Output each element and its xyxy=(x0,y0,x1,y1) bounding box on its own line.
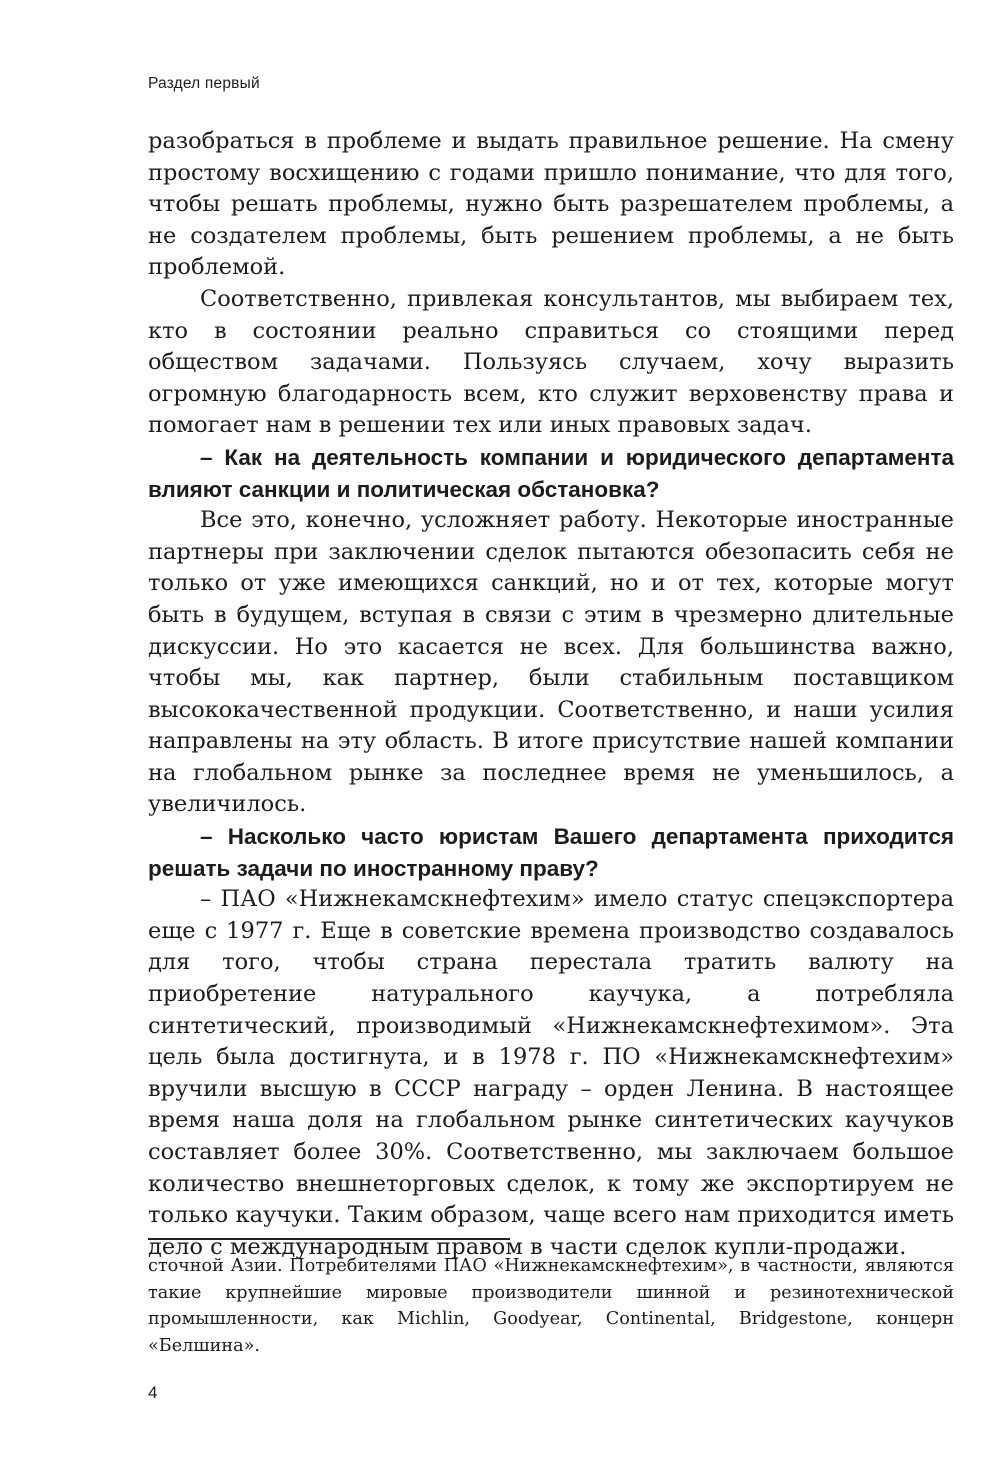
running-head: Раздел первый xyxy=(148,75,260,92)
article-body xyxy=(148,126,954,1263)
paragraph: Все это, конечно, усложняет работу. Некоторые иностранные партнеры при заключении сделок пытаются обезопасить себя не только от уже имеющихся санкций, но и от тех, которые могут быть в будущем, вступая в связи с этим в чрезмерно длительные дискуссии. Но это касается не всех. Для большинства важно, чтобы мы, как партнер, были стабильным поставщиком высококачественной продукции. Соответственно, и наши усилия направлены на эту область. В итоге присутствие нашей компании на глобальном рынке за последнее время не уменьшилось, а увеличилось. xyxy=(148,507,954,818)
footnote: сточной Азии. Потребителями ПАО «Нижнекамскнефтехим», в частности, являются такие крупнейшие мировые производители шинной и резинотехнической промышленности, как Michlin, Goodyear, Continental, Bridgestone, концерн «Белшина». xyxy=(148,1256,954,1356)
interview-question: – Насколько часто юристам Вашего департамента приходится решать задачи по иностранному праву? xyxy=(148,824,954,881)
paragraph: Соответственно, привлекая консультантов, мы выбираем тех, кто в состоянии реально справиться со стоящими перед обществом задачами. Пользуясь случаем, хочу выразить огромную благодарность всем, кто служит верховенству права и помогает нам в решении тех или иных правовых задач. xyxy=(148,285,954,439)
paragraph-continuation: разобраться в проблеме и выдать правильное решение. На смену простому восхищению с годами пришло понимание, что для того, чтобы решать проблемы, нужно быть разрешателем проблемы, а не создателем проблемы, быть решением проблемы, а не быть проблемой. xyxy=(148,128,954,281)
paragraph: – ПАО «Нижнекамскнефтехим» имело статус спецэкспортера еще с 1977 г. Еще в советские времена производство создавалось для того, чтобы страна перестала тратить валюту на приобретение натурального каучука, а потребляла синтетический, производимый «Нижнекамскнефтехимом». Эта цель была достигнута, и в 1978 г. ПО «Нижнекамскнефтехим» вручили высшую в СССР награду – орден Ленина. В настоящее время наша доля на глобальном рынке синтетических каучуков составляет более 30%. Соответственно, мы заключаем большое количество внешнеторговых сделок, к тому же экспортируем не только каучуки. Таким образом, чаще всего нам приходится иметь дело с международным правом в части сделок купли-продажи. xyxy=(148,886,954,1260)
page-number: 4 xyxy=(148,1383,158,1402)
interview-question: – Как на деятельность компании и юридического департамента влияют санкции и политическая обстановка? xyxy=(148,444,954,502)
footnote-rule xyxy=(148,1238,510,1240)
